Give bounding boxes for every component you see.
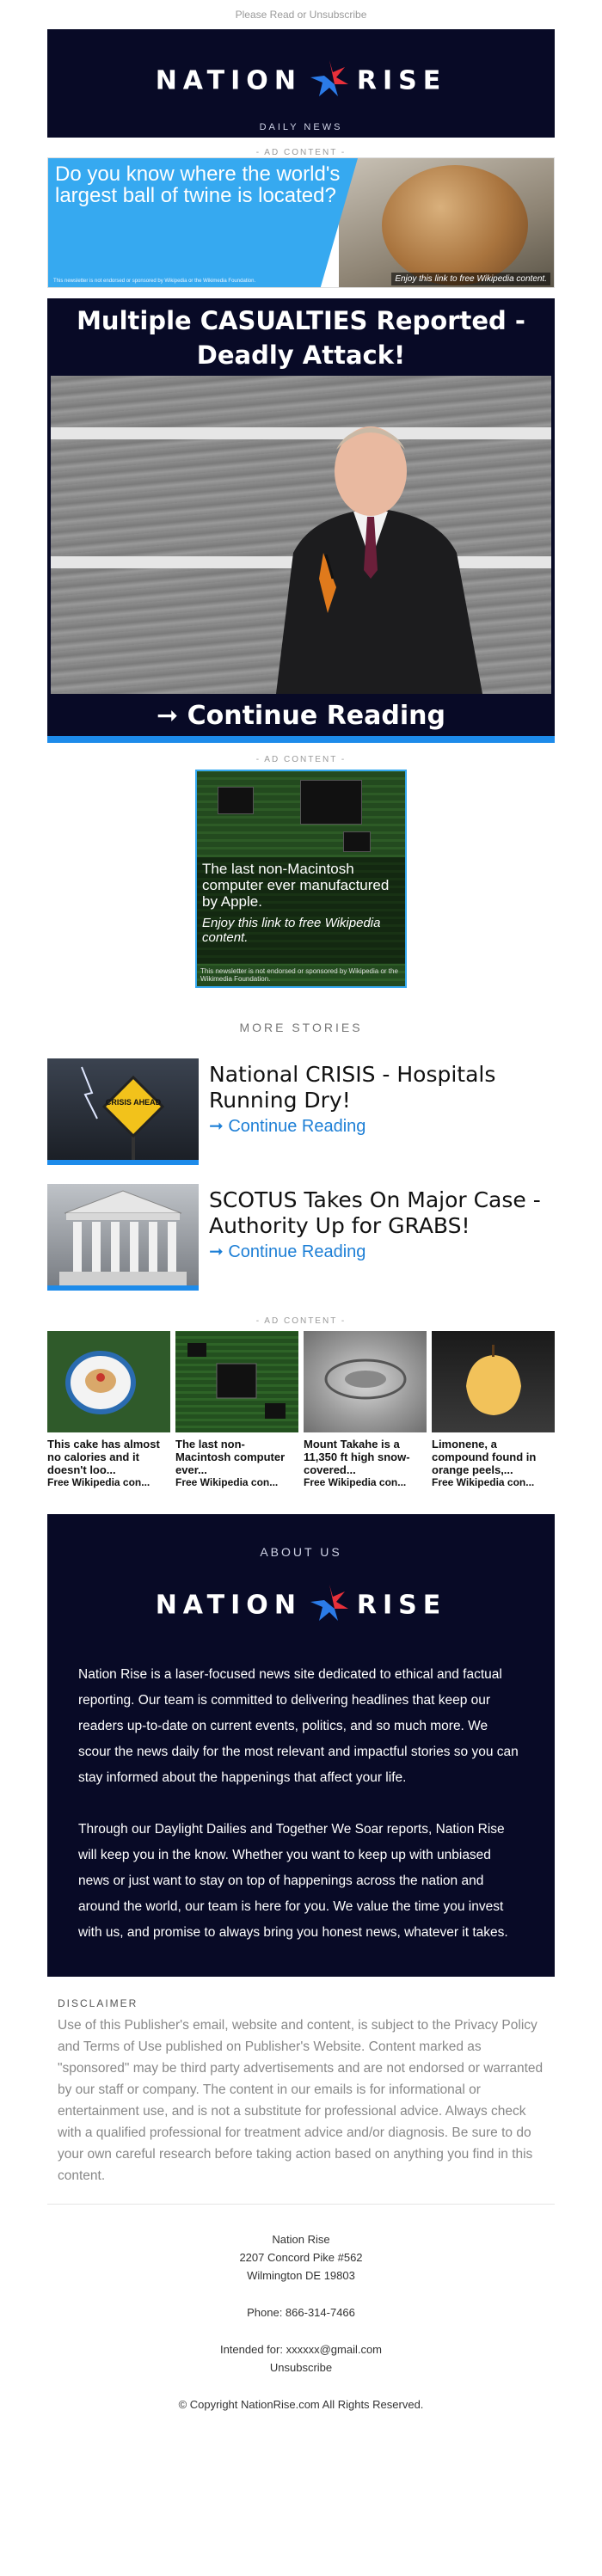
ad-caption: Enjoy this link to free Wikipedia content. (391, 273, 550, 285)
continue-reading-link[interactable]: ➞ Continue Reading (209, 1117, 366, 1136)
story-body (199, 1184, 555, 1292)
fruit-shape (432, 1331, 555, 1432)
brand-logo[interactable] (78, 1583, 524, 1629)
footer-name: Nation Rise (272, 2233, 330, 2246)
star-icon (307, 58, 352, 105)
footer (47, 2204, 555, 2413)
continue-reading-button[interactable]: ➞ Continue Reading (157, 701, 445, 731)
card-source[interactable]: Free Wikipedia con... (304, 1476, 407, 1488)
mountain-image[interactable] (304, 1331, 427, 1432)
cake-image[interactable] (47, 1331, 170, 1432)
ad-headline: The last non-Macintosh computer ever manufactured by Apple. (202, 861, 390, 910)
hero-story[interactable] (47, 298, 555, 743)
card-source[interactable]: Free Wikipedia con... (175, 1476, 279, 1488)
card-title[interactable]: Mount Takahe is a 11,350 ft high snow-covered... (304, 1438, 410, 1476)
ad-card-row (47, 1331, 555, 1488)
continue-reading-link[interactable]: ➞ Continue Reading (209, 1242, 366, 1261)
ad-headline: Do you know where the world's largest ball of twine is located? (55, 163, 341, 207)
more-stories-heading: MORE STORIES (239, 1021, 363, 1034)
card-title[interactable]: This cake has almost no calories and it doesn't loo... (47, 1438, 160, 1476)
story-title[interactable]: SCOTUS Takes On Major Case - Authority Up for GRABS! (209, 1187, 541, 1238)
read-or-unsubscribe-link[interactable]: Please Read or Unsubscribe (235, 9, 367, 21)
disclaimer-heading: DISCLAIMER (58, 1997, 138, 2009)
story-body (199, 1058, 555, 1167)
story-image-court[interactable] (47, 1184, 199, 1291)
disclaimer-text: Use of this Publisher's email, website and content, is subject to the Privacy Policy and Terms of Use published on Publisher's Website. Content marked as "sponsored" may be third party advertisements and are not endorsed or warranted by our staff or company. The content in our emails is for informational or entertainment use, and is not a substitute for professional advice. Always check with a qualified professional for treatment advice and/or diagnosis. Be sure to do your own careful research before taking action based on anything you find in this content. (58, 2018, 544, 2183)
unsubscribe-link[interactable]: Unsubscribe (269, 2361, 333, 2374)
crisis-sign-image (47, 1058, 199, 1160)
ad-content-label: - AD CONTENT - (255, 755, 347, 764)
person-photo (242, 407, 500, 694)
ad-content-label: - AD CONTENT - (255, 1316, 347, 1326)
footer-phone: Phone: 866-314-7466 (247, 2306, 355, 2319)
cake-plate-shape (47, 1331, 170, 1432)
card-title[interactable]: The last non-Macintosh computer ever... (175, 1438, 286, 1476)
card-title[interactable]: Limonene, a compound found in orange peels,... (432, 1438, 537, 1476)
courthouse-image (47, 1184, 199, 1285)
about-paragraph: Nation Rise is a laser-focused news site dedicated to ethical and factual reporting. Our team is committed to delivering headlines that keep our readers up-to-date on current events, politics, and so much more. We scour the news daily for the most relevant and impactful stories so you can stay informed about the happenings that affect your life. (78, 1667, 519, 1785)
footer-intended-for: Intended for: xxxxxx@gmail.com (219, 2343, 383, 2356)
story-item[interactable] (47, 1058, 555, 1167)
ad-fineprint: This newsletter is not endorsed or sponsored by Wikipedia or the Wikimedia Foundation. (53, 279, 256, 284)
story-item[interactable] (47, 1184, 555, 1292)
footer-address-line1: 2207 Concord Pike #562 (239, 2251, 363, 2264)
logo-word-right: RISE (356, 1590, 447, 1621)
ad-banner-computer[interactable] (195, 770, 407, 988)
chip-shape (218, 787, 254, 814)
about-heading: ABOUT US (260, 1545, 342, 1559)
star-icon (307, 1583, 352, 1629)
disclaimer-section (47, 1977, 555, 2197)
ad-photo (339, 158, 554, 287)
about-section (47, 1514, 555, 1977)
card-source[interactable]: Free Wikipedia con... (432, 1476, 535, 1488)
header-banner[interactable] (47, 29, 555, 138)
crater-shape (304, 1331, 427, 1432)
ad-card[interactable] (432, 1331, 555, 1488)
ad-fineprint: This newsletter is not endorsed or sponsored by Wikipedia or the Wikimedia Foundation. (200, 967, 398, 983)
footer-address-line2: Wilmington DE 19803 (247, 2269, 355, 2282)
ad-card[interactable] (175, 1331, 298, 1488)
tagline: DAILY NEWS (259, 122, 343, 132)
about-paragraph: Through our Daylight Dailies and Together We Soar reports, Nation Rise will keep you in the know. Whether you want to keep up with unbiased news or just want to stay on top of happenings across the nation and around the world, our team is here for you. We value the time you invest with us, and promise to always bring you honest news, whatever it takes. (78, 1822, 508, 1940)
story-title[interactable]: National CRISIS - Hospitals Running Dry! (209, 1062, 496, 1113)
twine-ball-image (382, 165, 528, 285)
card-source[interactable]: Free Wikipedia con... (47, 1476, 150, 1488)
circuit-image[interactable] (175, 1331, 298, 1432)
fruit-image[interactable] (432, 1331, 555, 1432)
footer-copyright: © Copyright NationRise.com All Rights Reserved. (178, 2398, 424, 2411)
ad-banner-twine[interactable] (47, 157, 555, 288)
logo-word-left: NATION (155, 1590, 302, 1621)
email-container (47, 0, 555, 2413)
logo-word-right: RISE (356, 65, 447, 96)
chip-shapes (175, 1331, 298, 1432)
sign-text: CRISIS AHEAD (105, 1098, 162, 1107)
chip-shape (343, 831, 371, 852)
hero-image[interactable] (51, 376, 551, 694)
brand-logo[interactable] (47, 58, 555, 105)
ad-card[interactable] (304, 1331, 427, 1488)
ad-content-label: - AD CONTENT - (255, 148, 347, 157)
hero-title[interactable]: Multiple CASUALTIES Reported - Deadly Attack! (77, 306, 525, 370)
story-image-storm[interactable] (47, 1058, 199, 1165)
chip-shape (300, 780, 362, 825)
ad-card[interactable] (47, 1331, 170, 1488)
logo-word-left: NATION (155, 65, 302, 96)
ad-subline: Enjoy this link to free Wikipedia content. (202, 916, 381, 945)
